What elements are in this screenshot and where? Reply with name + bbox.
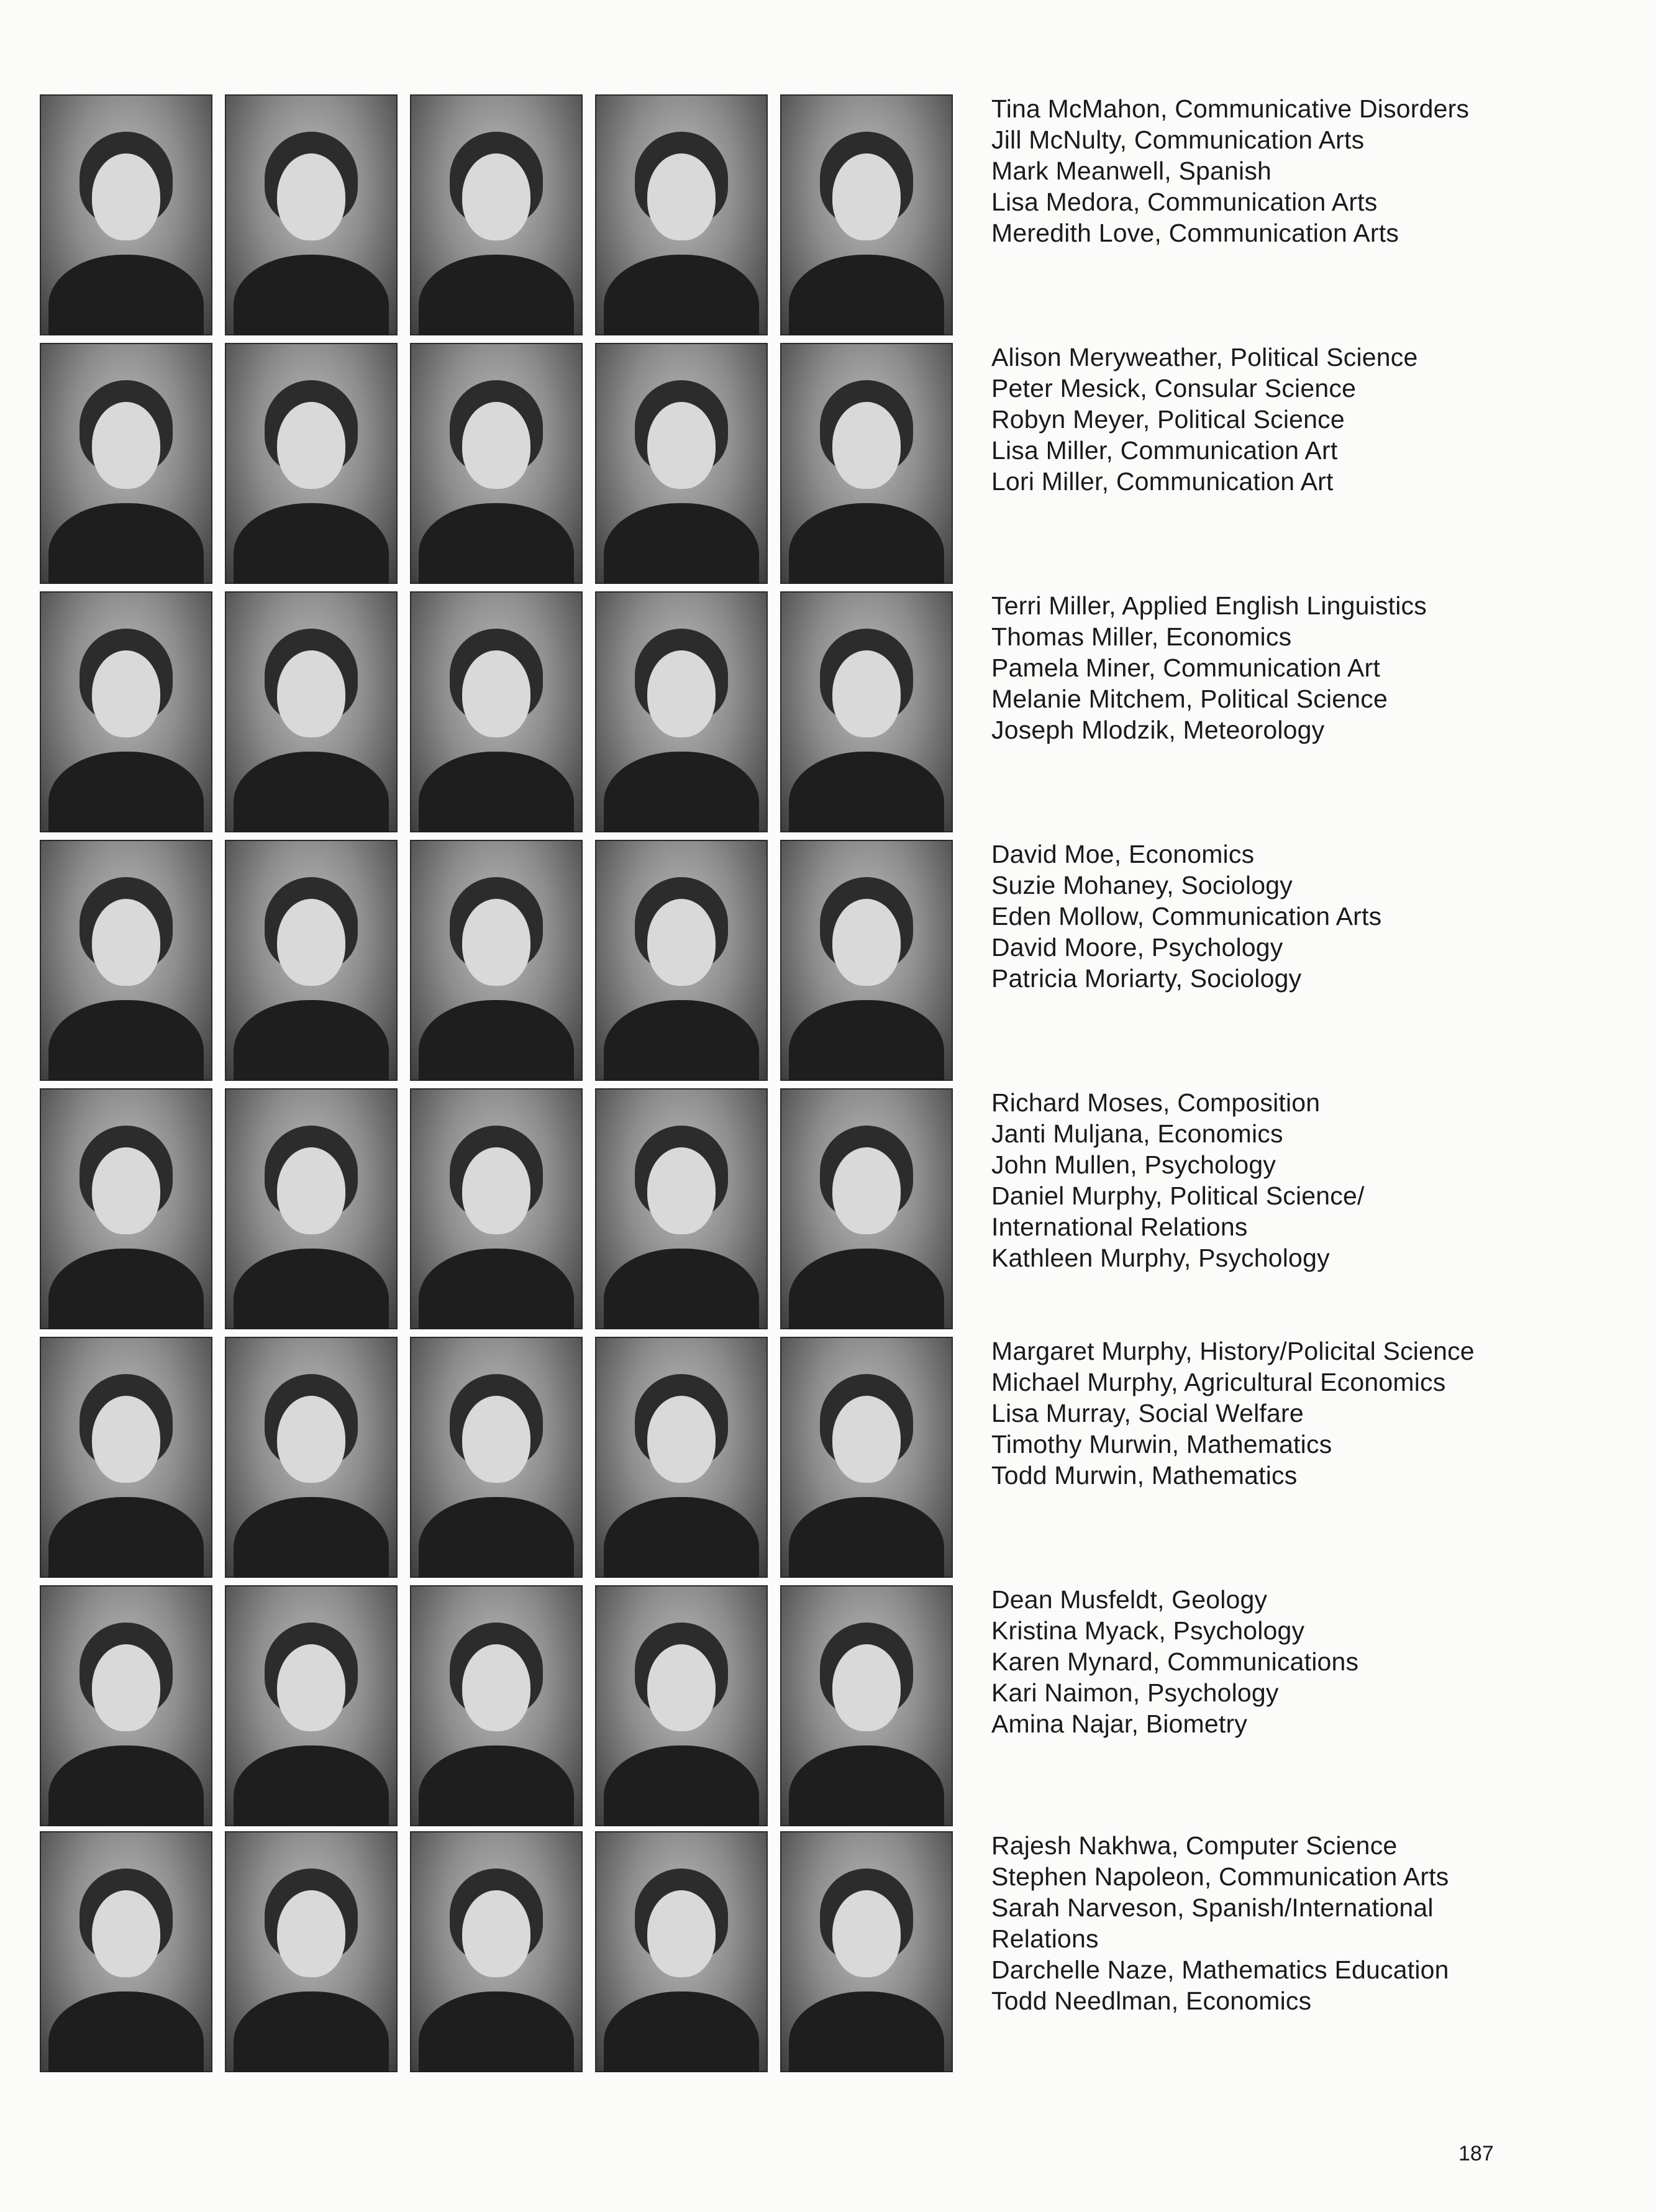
student-portrait	[410, 1585, 583, 1826]
student-portrait	[595, 94, 768, 335]
student-portrait	[410, 591, 583, 832]
page-number: 187	[1458, 2142, 1494, 2165]
student-name-entry: Timothy Murwin, Mathematics	[991, 1430, 1332, 1459]
student-portrait	[40, 1337, 212, 1578]
student-name-entry: Lori Miller, Communication Art	[991, 467, 1334, 496]
name-caption-list	[991, 1336, 1600, 1491]
student-portrait	[225, 1337, 398, 1578]
student-name-entry: Todd Murwin, Mathematics	[991, 1461, 1298, 1490]
student-name-entry: Rajesh Nakhwa, Computer Science	[991, 1831, 1398, 1860]
student-name-entry: Kristina Myack, Psychology	[991, 1616, 1305, 1645]
student-portrait	[40, 343, 212, 584]
student-portrait	[780, 1337, 953, 1578]
student-portrait	[225, 1831, 398, 2072]
portrait-row-7	[37, 1585, 1590, 1829]
student-portrait	[595, 1337, 768, 1578]
student-portrait	[410, 840, 583, 1081]
student-portrait	[780, 1585, 953, 1826]
student-name-entry: David Moe, Economics	[991, 840, 1255, 868]
student-portrait	[410, 1831, 583, 2072]
student-name-entry: International Relations	[991, 1213, 1248, 1241]
name-caption-list	[991, 1584, 1600, 1739]
student-name-entry: Margaret Murphy, History/Policital Science	[991, 1337, 1475, 1365]
portrait-row-8	[37, 1831, 1590, 2075]
student-name-entry: Suzie Mohaney, Sociology	[991, 871, 1293, 899]
student-name-entry: Kari Naimon, Psychology	[991, 1678, 1279, 1707]
student-name-entry: Robyn Meyer, Political Science	[991, 405, 1345, 434]
student-name-entry: John Mullen, Psychology	[991, 1150, 1276, 1179]
student-portrait	[595, 591, 768, 832]
student-portrait	[410, 1088, 583, 1329]
student-portrait	[780, 94, 953, 335]
student-name-entry: Michael Murphy, Agricultural Economics	[991, 1368, 1446, 1396]
student-portrait	[410, 343, 583, 584]
student-portrait	[40, 1088, 212, 1329]
portrait-row-3	[37, 591, 1590, 835]
student-name-entry: Joseph Mlodzik, Meteorology	[991, 716, 1325, 744]
student-name-entry: Eden Mollow, Communication Arts	[991, 902, 1382, 931]
name-caption-list	[991, 590, 1600, 745]
student-name-entry: Jill McNulty, Communication Arts	[991, 125, 1365, 154]
student-name-entry: Sarah Narveson, Spanish/International	[991, 1893, 1434, 1922]
name-caption-list	[991, 342, 1600, 497]
student-portrait	[595, 1831, 768, 2072]
student-portrait	[780, 591, 953, 832]
name-caption-list	[991, 93, 1600, 248]
student-portrait	[410, 94, 583, 335]
student-portrait	[225, 94, 398, 335]
student-name-entry: Darchelle Naze, Mathematics Education	[991, 1955, 1449, 1984]
student-name-entry: Pamela Miner, Communication Art	[991, 653, 1381, 682]
student-name-entry: Peter Mesick, Consular Science	[991, 374, 1357, 403]
student-portrait	[225, 1585, 398, 1826]
student-name-entry: Daniel Murphy, Political Science/	[991, 1181, 1365, 1210]
portrait-row-6	[37, 1337, 1590, 1580]
student-portrait	[780, 343, 953, 584]
student-portrait	[40, 1831, 212, 2072]
student-name-entry: David Moore, Psychology	[991, 933, 1283, 962]
student-name-entry: Lisa Murray, Social Welfare	[991, 1399, 1304, 1427]
student-portrait	[225, 591, 398, 832]
student-portrait	[225, 1088, 398, 1329]
portrait-row-4	[37, 840, 1590, 1083]
student-name-entry: Amina Najar, Biometry	[991, 1709, 1248, 1738]
student-name-entry: Janti Muljana, Economics	[991, 1119, 1283, 1148]
student-name-entry: Terri Miller, Applied English Linguistics	[991, 591, 1427, 620]
student-portrait	[780, 1088, 953, 1329]
student-name-entry: Lisa Miller, Communication Art	[991, 436, 1338, 465]
student-portrait	[780, 840, 953, 1081]
portrait-row-2	[37, 343, 1590, 586]
student-name-entry: Lisa Medora, Communication Arts	[991, 188, 1378, 216]
student-portrait	[595, 1585, 768, 1826]
name-caption-list	[991, 839, 1600, 994]
student-portrait	[40, 591, 212, 832]
student-portrait	[780, 1831, 953, 2072]
student-portrait	[595, 1088, 768, 1329]
name-caption-list	[991, 1087, 1600, 1273]
student-portrait	[40, 94, 212, 335]
student-name-entry: Patricia Moriarty, Sociology	[991, 964, 1302, 993]
student-portrait	[595, 840, 768, 1081]
student-name-entry: Meredith Love, Communication Arts	[991, 219, 1399, 247]
student-name-entry: Mark Meanwell, Spanish	[991, 157, 1272, 185]
student-name-entry: Dean Musfeldt, Geology	[991, 1585, 1268, 1614]
student-portrait	[225, 343, 398, 584]
student-portrait	[40, 840, 212, 1081]
name-caption-list	[991, 1830, 1600, 2016]
student-name-entry: Melanie Mitchem, Political Science	[991, 685, 1388, 713]
student-portrait	[595, 343, 768, 584]
student-name-entry: Tina McMahon, Communicative Disorders	[991, 94, 1470, 123]
student-name-entry: Richard Moses, Composition	[991, 1088, 1321, 1117]
student-portrait	[40, 1585, 212, 1826]
student-name-entry: Stephen Napoleon, Communication Arts	[991, 1862, 1449, 1891]
portrait-row-1	[37, 94, 1590, 338]
student-name-entry: Todd Needlman, Economics	[991, 1987, 1312, 2015]
student-name-entry: Kathleen Murphy, Psychology	[991, 1244, 1330, 1272]
student-name-entry: Relations	[991, 1924, 1099, 1953]
student-name-entry: Karen Mynard, Communications	[991, 1647, 1359, 1676]
student-portrait	[225, 840, 398, 1081]
portrait-row-5	[37, 1088, 1590, 1332]
student-portrait	[410, 1337, 583, 1578]
student-name-entry: Alison Meryweather, Political Science	[991, 343, 1418, 371]
student-name-entry: Thomas Miller, Economics	[991, 622, 1292, 651]
